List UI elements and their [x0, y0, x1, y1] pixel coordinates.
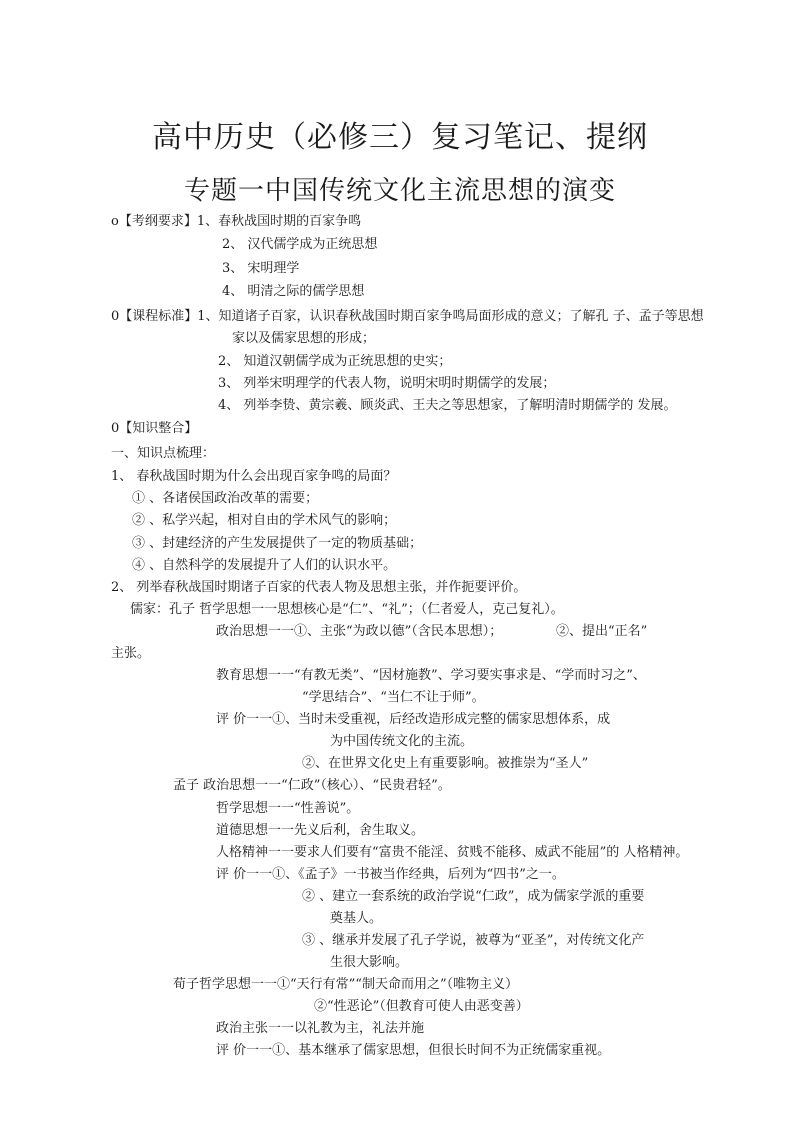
mencius-philosophy: 哲学思想一一“性善说”。 — [216, 801, 360, 816]
confucius-evaluation-cont: 为中国传统文化的主流。 — [330, 734, 474, 749]
exam-requirement-item: 3、 宋明理学 — [222, 261, 300, 276]
curriculum-standard-item: 2、 知道汉朝儒学成为正统思想的史实； — [218, 354, 452, 369]
document-subtitle: 专题一中国传统文化主流思想的演变 — [183, 176, 616, 206]
confucius-politics-c: 主张。 — [111, 646, 151, 661]
curriculum-standard-heading: 0【课程标准】1、知道诸子百家，认识春秋战国时期百家争鸣局面形成的意义；了解孔 子、孟子等思想 — [111, 309, 704, 324]
question-1: 1、 春秋战国时期为什么会出现百家争鸣的局面？ — [111, 469, 397, 484]
xunzi-philosophy-2: ②“性恶论”（但教育可使人由恶变善） — [314, 999, 529, 1014]
mencius-politics: 孟子 政治思想一一“仁政”（核心）、“民贵君轻”。 — [173, 778, 451, 793]
mencius-evaluation-2: ② 、建立一套系统的政治学说“仁政”，成为儒家学派的重要 — [302, 889, 645, 904]
question-1-answer: ① 、各诸侯国政治改革的需要； — [132, 491, 319, 506]
confucius-evaluation-2: ②、在世界文化史上有重要影响。被推崇为“圣人” — [302, 756, 589, 771]
curriculum-standard-item: 3、 列举宋明理学的代表人物，说明宋明时期儒学的发展； — [218, 376, 556, 391]
xunzi-philosophy: 荀子哲学思想一一①“天行有常”“制天命而用之”（唯物主义） — [173, 977, 519, 992]
mencius-spirit: 人格精神一一要求人们要有“富贵不能淫、贫贱不能移、威武不能屈”的 人格精神。 — [216, 845, 689, 860]
exam-requirements-heading: o【考纲要求】1、春秋战国时期的百家争鸣 — [111, 214, 362, 229]
document-title: 高中历史（必修三）复习笔记、提纲 — [152, 120, 648, 155]
xunzi-evaluation: 评 价一一①、基本继承了儒家思想，但很长时间不为正统儒家重视。 — [216, 1043, 611, 1058]
section-one-heading: 一、知识点梳理： — [111, 446, 216, 461]
confucius-philosophy: 儒家：孔子 哲学思想一一思想核心是“仁”、“礼”；（仁者爱人，克己复礼）。 — [130, 602, 564, 617]
mencius-evaluation: 评 价一一①、《孟子》一书被当作经典，后列为“四书”之一。 — [216, 867, 565, 882]
confucius-politics-b: ②、提出“正名” — [556, 624, 648, 639]
confucius-evaluation: 评 价一一①、当时未受重视，后经改造形成完整的儒家思想体系，成 — [216, 712, 611, 727]
curriculum-standard-item: 4、 列举李贽、黄宗羲、顾炎武、王夫之等思想家，了解明清时期儒学的 发展。 — [218, 398, 677, 413]
question-2: 2、 列举春秋战国时期诸子百家的代表人物及思想主张，并作扼要评价。 — [111, 580, 527, 595]
xunzi-politics: 政治主张一一以礼教为主，礼法并施 — [216, 1021, 425, 1036]
mencius-evaluation-3-cont: 生很大影响。 — [330, 955, 409, 970]
question-1-answer: ② 、私学兴起，相对自由的学术风气的影响； — [132, 513, 397, 528]
exam-requirement-item: 2、 汉代儒学成为正统思想 — [222, 237, 378, 252]
exam-requirement-item: 4、 明清之际的儒学思想 — [222, 284, 365, 299]
question-1-answer: ④ 、自然科学的发展提升了人们的认识水平。 — [132, 558, 397, 573]
confucius-education: 教育思想一一“有教无类”、“因材施教”、学习要实事求是、“学而时习之”、 — [216, 668, 646, 683]
mencius-evaluation-2-cont: 奠基人。 — [330, 911, 383, 926]
question-1-answer: ③ 、封建经济的产生发展提供了一定的物质基础； — [132, 536, 423, 551]
confucius-politics: 政治思想一一①、主张“为政以德”（含民本思想）； — [216, 624, 503, 639]
mencius-evaluation-3: ③ 、继承并发展了孔子学说，被尊为“亚圣”，对传统文化产 — [302, 933, 645, 948]
curriculum-standard-continuation: 家以及儒家思想的形成； — [232, 331, 376, 346]
mencius-ethics: 道德思想一一先义后利，舍生取义。 — [216, 823, 425, 838]
knowledge-integration-heading: 0【知识整合】 — [111, 421, 198, 436]
confucius-education-cont: “学思结合”、“当仁不让于师”。 — [302, 690, 485, 705]
